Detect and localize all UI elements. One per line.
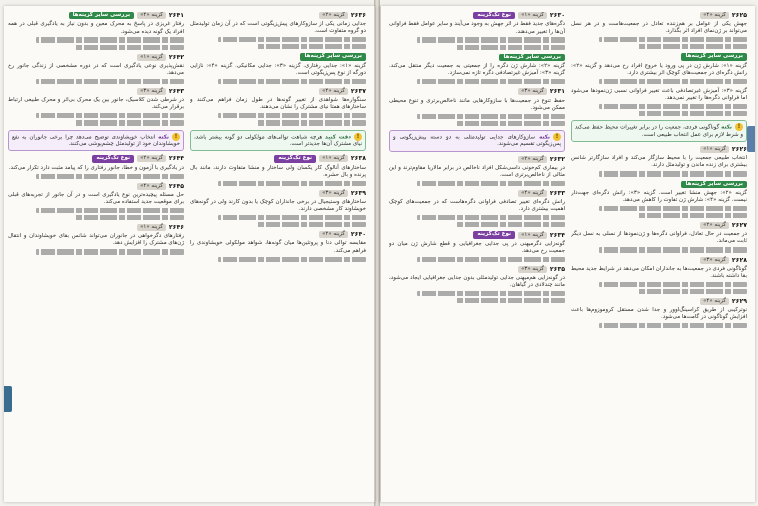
answer-block [389, 190, 565, 227]
text-line [599, 206, 747, 211]
tip-title: نکته [721, 124, 732, 131]
left-page-column-right [190, 12, 366, 496]
answer-header [571, 257, 747, 264]
answer-option-badge: گزینه «۱» [137, 54, 166, 61]
topic-tag: بررسی سایر گزینه‌ها [681, 181, 747, 188]
lightbulb-icon: ! [354, 133, 362, 141]
answer-text: ساختارهای آنالوگ کار یکسان ولی ساختار و منشا متفاوت دارند، مانند بال پرنده و بال حشره. [190, 164, 366, 178]
text-line [218, 79, 366, 84]
answer-block [190, 88, 366, 125]
answer-header [190, 155, 366, 162]
text-line [36, 79, 184, 84]
answer-block [8, 54, 184, 84]
question-number: ۲۶۳۰ [549, 12, 565, 20]
answer-option-badge: گزینه «۱» [137, 224, 166, 231]
answer-option-badge: گزینه «۴» [518, 190, 547, 197]
answer-option-badge: گزینه «۲» [319, 231, 348, 238]
answer-block [8, 224, 184, 254]
text-line [257, 120, 366, 125]
answer-text: گزینه «۱»: شارش ژن در پی ورود یا خروج افراد رخ می‌دهد و گزینه «۲»: رانش دگره‌ای در جمعیت‌های کوچک اثر بیشتری دارد. [571, 62, 747, 76]
answer-header [389, 12, 565, 19]
topic-tag: بررسی سایر گزینه‌ها [681, 53, 747, 60]
text-line [638, 213, 747, 218]
answer-text: رفتارهای دگرخواهی در جانوران می‌تواند شانس بقای خویشاوندان و انتقال ژن‌های مشترک را افزایش دهد. [8, 233, 184, 247]
text-line [417, 215, 565, 220]
text-line [218, 181, 366, 186]
answer-option-badge: گزینه «۲» [700, 222, 729, 229]
text-line [417, 291, 565, 296]
answer-option-badge: گزینه «۲» [518, 156, 547, 163]
answer-block [389, 156, 565, 186]
question-number: ۲۶۴۲ [168, 53, 184, 61]
answer-header [8, 88, 184, 95]
text-line [599, 282, 747, 287]
question-number: ۲۶۲۶ [731, 146, 747, 154]
answer-text: رانش دگره‌ای تغییر تصادفی فراوانی دگره‌هاست که در جمعیت‌های کوچک اهمیت بیشتری دارد. [389, 199, 565, 213]
text-line [456, 45, 565, 50]
topic-tag: نوع تک‌گزینه [473, 12, 515, 19]
answer-header [190, 190, 366, 197]
question-number: ۲۶۲۹ [731, 298, 747, 306]
answer-text: جهش یکی از عوامل بر هم‌زننده تعادل در جمعیت‌هاست و در هر نسل می‌تواند بر ژن‌نمای افراد اثر بگذارد. [571, 21, 747, 35]
lightbulb-icon: ! [735, 123, 743, 131]
tip-title: دقت کنید [325, 134, 352, 141]
tip-title: نکته [539, 134, 551, 141]
text-line [417, 257, 565, 262]
answer-text: مقایسه توالی دنا و پروتئین‌ها میان گونه‌ها، شواهد مولکولی خویشاوندی را فراهم می‌کند. [190, 240, 366, 254]
question-number: ۲۶۳۱ [549, 88, 565, 96]
left-page-column-left [8, 12, 184, 496]
text-line [638, 44, 747, 49]
text-line [417, 79, 565, 84]
answer-option-badge: گزینه «۲» [319, 12, 348, 19]
answer-option-badge: گزینه «۱» [518, 12, 547, 19]
question-number: ۲۶۳۴ [549, 231, 565, 239]
left-page [4, 6, 375, 502]
lightbulb-icon: ! [172, 133, 180, 141]
answer-text: در بیماری کم‌خونی داسی‌شکل افراد ناخالص در برابر مالاریا مقاوم‌ترند و این مثالی از ناخالص‌برتری است. [389, 164, 565, 178]
text-line [417, 37, 565, 42]
answer-text: حفظ تنوع در جمعیت‌ها با سازوکارهایی مانند ناخالص‌برتری و تنوع محیطی ممکن می‌شود. [389, 97, 565, 111]
text-line [75, 215, 184, 220]
answer-header [389, 156, 565, 163]
right-page [380, 6, 755, 502]
lightbulb-icon: ! [553, 133, 561, 141]
answer-text: سنگواره‌ها شواهدی از تغییر گونه‌ها در طول زمان فراهم می‌کنند و ساختارهای همتا نیای مشترک را نشان می‌دهند. [190, 97, 366, 111]
tip-box [389, 130, 565, 152]
question-number: ۲۶۳۶ [350, 12, 366, 19]
answer-block [389, 231, 565, 262]
answer-block [8, 88, 184, 125]
tip-box [8, 130, 184, 152]
answer-header [571, 181, 747, 188]
answer-text: گزینه «۲»: شارش ژن دگره را از جمعیتی به جمعیت دیگر منتقل می‌کند. گزینه «۳»: آمیزش غیرتصادفی دگره تازه نمی‌سازد. [389, 63, 565, 77]
answer-option-badge: گزینه «۳» [137, 88, 166, 95]
answer-header [8, 224, 184, 231]
answer-header [8, 54, 184, 61]
answer-option-badge: گزینه «۴» [137, 183, 166, 190]
answer-block [389, 266, 565, 303]
answer-text: نقش‌پذیری نوعی یادگیری است که در دوره مشخصی از زندگی جانور رخ می‌دهد. [8, 62, 184, 76]
answer-text: گزینه «۳»: آمیزش غیرتصادفی باعث تغییر فراوانی نسبی ژن‌نمودها می‌شود اما فراوانی دگره‌ها را تغییر نمی‌دهد. [571, 88, 747, 102]
answer-text: گزینه «۲»: جهش منشا تغییر است. گزینه «۳»: رانش دگره‌ای جهت‌دار نیست. گزینه «۴»: شارش ژن تفاوت را کاهش می‌دهد. [571, 189, 747, 203]
answer-option-badge: گزینه «۴» [700, 298, 729, 305]
text-line [36, 174, 184, 179]
answer-block [571, 257, 747, 294]
answer-block [571, 53, 747, 84]
answer-header [571, 146, 747, 153]
text-line [36, 113, 184, 118]
answer-block [8, 155, 184, 179]
answer-header [389, 54, 565, 61]
answer-header [389, 231, 565, 238]
answer-text: در جمعیت در حال تعادل، فراوانی دگره‌ها و ژن‌نمودها از نسلی به نسل دیگر ثابت می‌ماند. [571, 231, 747, 245]
text-line [218, 215, 366, 220]
question-number: ۲۶۳۸ [350, 155, 366, 163]
answer-option-badge: گزینه «۳» [700, 257, 729, 264]
answer-header [190, 12, 366, 19]
answer-block [389, 54, 565, 85]
text-line [36, 249, 184, 254]
answer-block [190, 155, 366, 186]
answer-block [571, 222, 747, 252]
topic-tag: نوع تک‌گزینه [473, 231, 515, 238]
answer-block [190, 12, 366, 49]
topic-tag: بررسی سایر گزینه‌ها [69, 12, 135, 19]
question-number: ۲۶۳۷ [350, 88, 366, 96]
answer-option-badge: گزینه «۴» [137, 12, 166, 19]
text-line [599, 171, 747, 176]
answer-block [389, 12, 565, 50]
question-number: ۲۶۳۹ [350, 189, 366, 197]
answer-header [571, 298, 747, 305]
answer-text: دگره‌های جدید فقط در اثر جهش به وجود می‌آیند و سایر عوامل فقط فراوانی آن‌ها را تغییر می‌دهند. [389, 21, 565, 35]
answer-text: ساختارهای وستیجیال در برخی جانداران کوچک یا بدون کارند ولی در گونه‌های خویشاوند کار مشخصی دارند. [190, 199, 366, 213]
topic-tag: نوع تک‌گزینه [274, 155, 316, 162]
answer-text: حل مسئله پیچیده‌ترین نوع یادگیری است و در آن جانور از تجربه‌های قبلی برای موقعیت جدید استفاده می‌کند. [8, 191, 184, 205]
text-line [218, 37, 366, 42]
text-line [218, 257, 366, 262]
answer-text: گونه‌زایی دگرمیهنی در پی جدایی جغرافیایی و قطع شارش ژن میان دو جمعیت رخ می‌دهد. [389, 240, 565, 254]
topic-tag: بررسی سایر گزینه‌ها [499, 54, 565, 61]
answer-text: انتخاب طبیعی جمعیت را با محیط سازگار می‌کند و افراد سازگارتر شانس بیشتری برای زنده ماندن و تولیدمثل دارند. [571, 155, 747, 169]
question-number: ۲۶۲۵ [731, 12, 747, 19]
answer-block [190, 53, 366, 84]
answer-text: در شرطی شدن کلاسیک، جانور بین یک محرک بی‌اثر و محرک طبیعی ارتباط برقرار می‌کند. [8, 97, 184, 111]
tip-box [571, 120, 747, 142]
text-line [36, 37, 184, 42]
answer-text: گزینه «۱»: جدایی رفتاری. گزینه «۳»: جدایی مکانیکی. گزینه «۴»: نازایی دورگه از نوع پس‌زیگوتی است. [190, 62, 366, 76]
text-line [599, 247, 747, 252]
answer-header [389, 190, 565, 197]
answer-block [190, 231, 366, 261]
answer-header [190, 53, 366, 60]
answer-option-badge: گزینه «۴» [319, 88, 348, 95]
question-number: ۲۶۳۲ [549, 155, 565, 163]
answer-header [571, 53, 747, 60]
answer-option-badge: گزینه «۱» [518, 232, 547, 239]
tip-box [190, 130, 366, 152]
tip-text: انتخاب خویشاوندی توضیح می‌دهد چرا برخی جانوران به نفع خویشاوندان خود از تولیدمثل چشم‌پوشی می‌کنند. [12, 134, 180, 148]
answer-block [571, 12, 747, 49]
text-line [638, 111, 747, 116]
text-line [218, 113, 366, 118]
chapter-tab [747, 126, 755, 152]
answer-header [8, 183, 184, 190]
answer-header [190, 88, 366, 95]
tip-text: هرچه شباهت توالی‌های مولکولی دو گونه بیشتر باشد، نیای مشترک آن‌ها جدیدتر است. [194, 134, 362, 148]
right-page-column-right [571, 12, 747, 496]
text-line [417, 181, 565, 186]
answer-header [389, 88, 565, 95]
answer-block [8, 183, 184, 220]
text-line [456, 121, 565, 126]
answer-block [571, 88, 747, 116]
answer-block [571, 181, 747, 219]
answer-option-badge: گزینه «۳» [518, 266, 547, 273]
text-line [599, 37, 747, 42]
question-number: ۲۶۴۳ [168, 88, 184, 96]
answer-block [571, 298, 747, 328]
question-number: ۲۶۲۸ [731, 256, 747, 264]
answer-header [389, 266, 565, 273]
text-line [417, 114, 565, 119]
right-page-column-left [389, 12, 565, 496]
answer-option-badge: گزینه «۳» [518, 88, 547, 95]
tip-text: سازوکارهای جدایی تولیدمثلی به دو دسته پیش‌زیگوتی و پس‌زیگوتی تقسیم می‌شوند. [393, 134, 561, 148]
text-line [456, 222, 565, 227]
question-number: ۲۶۳۳ [549, 189, 565, 197]
text-line [257, 222, 366, 227]
text-line [257, 44, 366, 49]
topic-tag: نوع تک‌گزینه [92, 155, 134, 162]
tip-title: نکته [158, 134, 170, 141]
answer-block [571, 146, 747, 176]
answer-option-badge: گزینه «۱» [319, 155, 348, 162]
question-number: ۲۶۴۶ [168, 224, 184, 232]
answer-text: رفتار غریزی در پاسخ به محرک معین و بدون نیاز به یادگیری قبلی در همه افراد یک گونه دیده می‌شود. [8, 21, 184, 35]
text-line [75, 45, 184, 50]
answer-header [571, 222, 747, 229]
question-number: ۲۶۲۷ [731, 222, 747, 230]
text-line [36, 208, 184, 213]
question-number: ۲۶۴۱ [168, 12, 184, 20]
text-line [599, 104, 747, 109]
answer-text: در گونه‌زایی هم‌میهنی جدایی تولیدمثلی بدون جدایی جغرافیایی ایجاد می‌شود، مانند چندلادی در گیاهان. [389, 275, 565, 289]
answer-block [8, 12, 184, 50]
answer-option-badge: گزینه «۴» [700, 12, 729, 19]
text-line [456, 298, 565, 303]
answer-header [8, 155, 184, 162]
answer-option-badge: گزینه «۲» [137, 155, 166, 162]
question-number: ۲۶۴۵ [168, 182, 184, 190]
answer-header [8, 12, 184, 19]
text-line [638, 289, 747, 294]
answer-option-badge: گزینه «۳» [319, 190, 348, 197]
tip-text: گوناگونی فردی، جمعیت را در برابر تغییرات محیط حفظ می‌کند و شرط لازم برای عمل انتخاب طبیعی است. [575, 124, 743, 139]
question-number: ۲۶۳۵ [549, 266, 565, 274]
answer-text: گوناگونی فردی در جمعیت‌ها به جانداران امکان می‌دهد در شرایط جدید محیط بقا داشته باشند. [571, 265, 747, 279]
answer-header [571, 12, 747, 19]
answer-text: در یادگیری با آزمون و خطا، جانور رفتاری را که پیامد مثبت دارد تکرار می‌کند. [8, 164, 184, 171]
answer-text: جدایی زمانی یکی از سازوکارهای پیش‌زیگوتی است که در آن زمان تولیدمثل دو گروه متفاوت است. [190, 21, 366, 35]
text-line [599, 79, 747, 84]
answer-block [389, 88, 565, 125]
question-number: ۲۶۴۰ [350, 231, 366, 239]
topic-tag: بررسی سایر گزینه‌ها [300, 53, 366, 60]
text-line [599, 323, 747, 328]
answer-text: نوترکیبی از طریق کراسینگ‌اوور و جدا شدن مستقل کروموزوم‌ها باعث افزایش گوناگونی در گامت‌ها می‌شود. [571, 307, 747, 321]
answer-header [190, 231, 366, 238]
answer-block [190, 190, 366, 227]
question-number: ۲۶۴۴ [168, 155, 184, 163]
text-line [75, 120, 184, 125]
answer-option-badge: گزینه «۱» [700, 146, 729, 153]
